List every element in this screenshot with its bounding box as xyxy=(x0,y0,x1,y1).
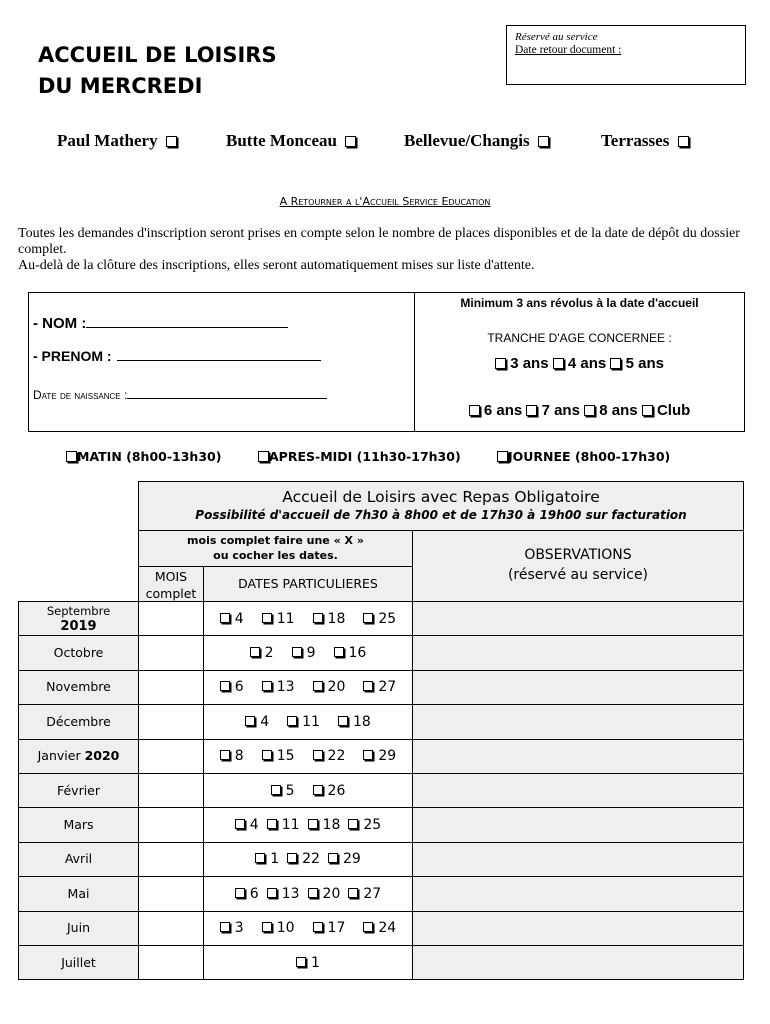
observations-cell xyxy=(412,773,744,808)
checkbox-icon[interactable] xyxy=(313,922,323,932)
date-label: 18 xyxy=(327,610,346,627)
date-option[interactable] xyxy=(262,748,295,764)
date-label: 11 xyxy=(281,817,300,834)
date-label: 4 xyxy=(260,713,270,730)
age-options-row-1 xyxy=(415,355,744,372)
checkbox-icon[interactable] xyxy=(363,922,373,932)
date-option[interactable] xyxy=(235,886,259,902)
checkbox-icon[interactable] xyxy=(255,853,265,863)
date-label: 16 xyxy=(348,645,367,662)
mois-complet-cell[interactable] xyxy=(138,842,204,877)
center-label: Bellevue/Changis xyxy=(404,131,530,150)
nom-field[interactable] xyxy=(33,315,288,332)
month-name: Mars xyxy=(63,817,94,833)
checkbox-icon[interactable] xyxy=(610,358,621,369)
reserved-title: Réservé au service xyxy=(515,31,598,43)
title-line-1: ACCUEIL DE LOISIRS xyxy=(38,43,277,67)
observations-header xyxy=(412,530,744,602)
checkbox-icon[interactable] xyxy=(469,405,480,416)
checkbox-icon[interactable] xyxy=(526,405,537,416)
month-label-cell xyxy=(18,945,139,980)
center-label: Paul Mathery xyxy=(57,131,158,150)
dates-cell xyxy=(203,635,413,670)
checkbox-icon[interactable] xyxy=(345,136,356,147)
date-option[interactable] xyxy=(308,817,341,833)
month-label-cell xyxy=(18,911,139,946)
month-label-cell xyxy=(18,876,139,911)
mois-complet-cell[interactable] xyxy=(138,807,204,842)
date-label: 8 xyxy=(234,748,244,765)
center-option-paul-mathery[interactable] xyxy=(57,131,177,151)
date-option[interactable] xyxy=(363,920,396,936)
checkbox-icon[interactable] xyxy=(287,853,297,863)
dob-line[interactable] xyxy=(127,398,327,399)
instruction-cell xyxy=(138,530,413,567)
dob-label: Date de naissance : xyxy=(33,388,128,402)
checkbox-icon[interactable] xyxy=(363,750,373,760)
date-label: 24 xyxy=(378,920,397,937)
date-option[interactable] xyxy=(255,851,279,867)
date-option[interactable] xyxy=(313,748,346,764)
age-option-5[interactable]: 5 ans xyxy=(610,355,664,372)
date-option[interactable] xyxy=(292,645,316,661)
mois-complet-cell[interactable] xyxy=(138,635,204,670)
center-label: Terrasses xyxy=(601,131,670,150)
checkbox-icon[interactable] xyxy=(262,750,272,760)
date-option[interactable] xyxy=(338,714,371,730)
date-option[interactable] xyxy=(262,611,295,627)
schedule-subtitle: Possibilité d'accueil de 7h30 à 8h00 et de 17h30 à 19h00 sur facturation xyxy=(195,508,687,522)
checkbox-icon[interactable] xyxy=(287,716,297,726)
checkbox-icon[interactable] xyxy=(166,136,177,147)
date-label: 4 xyxy=(234,610,244,627)
month-label-cell xyxy=(18,773,139,808)
date-option[interactable] xyxy=(220,679,244,695)
date-option[interactable] xyxy=(250,645,274,661)
observations-label: OBSERVATIONS xyxy=(524,547,632,563)
slot-option-journee[interactable]: JOURNEE (8h00-17h30) xyxy=(497,449,670,464)
mois-complet-cell[interactable] xyxy=(138,911,204,946)
checkbox-icon[interactable] xyxy=(296,957,306,967)
date-option[interactable] xyxy=(267,817,300,833)
checkbox-icon[interactable] xyxy=(66,451,77,462)
date-option[interactable] xyxy=(348,817,381,833)
checkbox-icon[interactable] xyxy=(495,358,506,369)
dob-field[interactable] xyxy=(33,388,327,402)
date-option[interactable] xyxy=(235,817,259,833)
prenom-line[interactable] xyxy=(117,360,321,361)
date-label: 27 xyxy=(363,885,382,902)
dates-cell xyxy=(203,670,413,705)
age-option-6[interactable]: 6 ans xyxy=(469,402,523,419)
minimum-age-note: Minimum 3 ans révolus à la date d'accueil xyxy=(460,296,699,310)
date-option[interactable] xyxy=(262,920,295,936)
date-label: 18 xyxy=(352,713,371,730)
date-option[interactable] xyxy=(363,611,396,627)
checkbox-icon[interactable] xyxy=(363,681,373,691)
checkbox-icon[interactable] xyxy=(220,922,230,932)
observations-cell xyxy=(412,739,744,774)
dates-header: DATES PARTICULIERES xyxy=(203,566,413,602)
dates-cell xyxy=(203,773,413,808)
date-label: 18 xyxy=(322,817,341,834)
observations-cell xyxy=(412,601,744,636)
date-label: 5 xyxy=(285,782,295,799)
observations-cell xyxy=(412,704,744,739)
month-name: Mai xyxy=(67,885,90,901)
checkbox-icon[interactable] xyxy=(553,358,564,369)
instruction-line-1: mois complet faire une « X » xyxy=(187,534,364,547)
checkbox-icon[interactable] xyxy=(220,750,230,760)
prenom-field[interactable] xyxy=(33,348,321,364)
dates-cell xyxy=(203,739,413,774)
observations-cell xyxy=(412,911,744,946)
identity-box xyxy=(28,292,745,432)
date-option[interactable] xyxy=(363,679,396,695)
date-option[interactable] xyxy=(267,886,300,902)
identity-fields xyxy=(29,293,415,431)
date-option[interactable] xyxy=(328,851,361,867)
center-option-terrasses[interactable] xyxy=(601,131,689,151)
intro-paragraph-1: Toutes les demandes d'inscription seront prises en compte selon le nombre de places disponibles et de la date de dépôt du dossier complet. xyxy=(18,226,740,257)
mois-complet-cell[interactable] xyxy=(138,773,204,808)
checkbox-icon[interactable] xyxy=(235,819,245,829)
checkbox-icon[interactable] xyxy=(497,451,508,462)
age-option-3[interactable]: 3 ans xyxy=(495,355,549,372)
checkbox-icon[interactable] xyxy=(262,681,272,691)
mois-label: MOIS xyxy=(154,569,188,584)
month-name: Avril xyxy=(64,851,93,867)
checkbox-icon[interactable] xyxy=(678,136,689,147)
schedule-header xyxy=(138,481,744,531)
checkbox-icon[interactable] xyxy=(267,888,277,898)
checkbox-icon[interactable] xyxy=(642,405,653,416)
dates-cell xyxy=(203,876,413,911)
date-label: 3 xyxy=(234,920,244,937)
mois-complet-cell[interactable] xyxy=(138,876,204,911)
checkbox-icon[interactable] xyxy=(348,819,358,829)
date-label: 20 xyxy=(322,885,341,902)
checkbox-icon[interactable] xyxy=(584,405,595,416)
prenom-label: - PRENOM : xyxy=(33,348,112,364)
date-label: 29 xyxy=(342,851,361,868)
checkbox-icon[interactable] xyxy=(308,819,318,829)
date-label: 1 xyxy=(311,954,320,971)
date-label: 25 xyxy=(378,610,397,627)
date-option[interactable] xyxy=(245,714,269,730)
dates-cell xyxy=(203,807,413,842)
month-name: Octobre xyxy=(53,645,104,661)
date-label: 11 xyxy=(276,610,295,627)
mois-complet-cell[interactable] xyxy=(138,739,204,774)
month-label-cell xyxy=(18,739,139,774)
age-option-8[interactable]: 8 ans xyxy=(584,402,638,419)
mois-complet-header xyxy=(138,566,204,602)
date-label: 10 xyxy=(276,920,295,937)
month-name: Février xyxy=(56,782,101,798)
date-option[interactable] xyxy=(313,679,346,695)
checkbox-icon[interactable] xyxy=(235,888,245,898)
date-label: 25 xyxy=(363,817,382,834)
date-option[interactable] xyxy=(308,886,341,902)
date-label: 22 xyxy=(327,748,346,765)
date-label: 22 xyxy=(302,851,320,868)
title-line-2: DU MERCREDI xyxy=(38,74,203,98)
complet-label: complet xyxy=(145,586,197,601)
month-label-cell xyxy=(18,704,139,739)
checkbox-icon[interactable] xyxy=(267,819,277,829)
age-option-club[interactable]: Club xyxy=(642,402,691,419)
intro-text xyxy=(18,226,758,274)
month-name: Janvier xyxy=(37,748,81,764)
date-option[interactable] xyxy=(313,783,346,799)
date-label: 29 xyxy=(378,748,397,765)
date-option[interactable] xyxy=(262,679,295,695)
month-name: Novembre xyxy=(46,679,111,695)
observations-cell xyxy=(412,635,744,670)
date-label: 11 xyxy=(302,713,320,730)
checkbox-icon[interactable] xyxy=(313,750,323,760)
date-option[interactable] xyxy=(334,645,367,661)
checkbox-icon[interactable] xyxy=(250,647,260,657)
age-options-row-2 xyxy=(415,402,744,419)
date-label: 20 xyxy=(327,679,346,696)
return-notice: A Retourner a l'Accueil Service Education xyxy=(279,195,491,208)
date-label: 4 xyxy=(249,817,259,834)
age-range-label: TRANCHE D'AGE CONCERNEE : xyxy=(487,331,672,345)
nom-label: - NOM : xyxy=(33,315,87,332)
date-label: 2 xyxy=(264,645,274,662)
observations-cell xyxy=(412,807,744,842)
date-option[interactable] xyxy=(220,920,244,936)
dates-cell xyxy=(203,842,413,877)
return-date-label: Date retour document : xyxy=(515,44,622,56)
reserved-box xyxy=(506,25,746,85)
mois-complet-cell[interactable] xyxy=(138,945,204,980)
month-label-cell xyxy=(18,807,139,842)
center-option-butte-monceau[interactable] xyxy=(226,131,356,151)
intro-paragraph-2: Au-delà de la clôture des inscriptions, elles seront automatiquement mises sur liste d'attente. xyxy=(18,258,535,273)
dates-cell xyxy=(203,911,413,946)
checkbox-icon[interactable] xyxy=(538,136,549,147)
checkbox-icon[interactable] xyxy=(220,613,230,623)
observations-cell xyxy=(412,670,744,705)
month-label-cell xyxy=(18,842,139,877)
checkbox-icon[interactable] xyxy=(271,785,281,795)
observations-cell xyxy=(412,842,744,877)
date-label: 9 xyxy=(306,645,316,662)
date-label: 27 xyxy=(378,679,397,696)
month-name: Juin xyxy=(66,920,90,936)
date-label: 13 xyxy=(281,885,300,902)
observations-note: (réservé au service) xyxy=(507,567,649,583)
page-title xyxy=(38,40,277,102)
date-option[interactable] xyxy=(363,748,396,764)
month-name: Décembre xyxy=(46,713,111,729)
observations-cell xyxy=(412,945,744,980)
checkbox-icon[interactable] xyxy=(292,647,302,657)
checkbox-icon[interactable] xyxy=(245,716,255,726)
date-option[interactable] xyxy=(313,920,346,936)
month-label-cell xyxy=(18,670,139,705)
slot-option-matin[interactable]: MATIN (8h00-13h30) xyxy=(66,449,221,464)
month-name: Juillet xyxy=(61,954,96,970)
date-option[interactable] xyxy=(296,955,320,971)
date-label: 15 xyxy=(276,748,295,765)
date-label: 6 xyxy=(249,885,259,902)
checkbox-icon[interactable] xyxy=(313,613,323,623)
observations-cell xyxy=(412,876,744,911)
dates-cell xyxy=(203,945,413,980)
date-option[interactable] xyxy=(287,714,320,730)
checkbox-icon[interactable] xyxy=(262,613,272,623)
checkbox-icon[interactable] xyxy=(313,681,323,691)
dates-cell xyxy=(203,704,413,739)
month-label-cell xyxy=(18,601,139,636)
checkbox-icon[interactable] xyxy=(308,888,318,898)
checkbox-icon[interactable] xyxy=(262,922,272,932)
checkbox-icon[interactable] xyxy=(348,888,358,898)
date-option[interactable] xyxy=(220,748,244,764)
checkbox-icon[interactable] xyxy=(363,613,373,623)
checkbox-icon[interactable] xyxy=(258,451,269,462)
date-label: 1 xyxy=(270,851,280,868)
month-name: Septembre xyxy=(46,603,111,618)
mois-complet-cell[interactable] xyxy=(138,704,204,739)
checkbox-icon[interactable] xyxy=(220,681,230,691)
month-year: 2019 xyxy=(60,618,97,634)
mois-complet-cell[interactable] xyxy=(138,601,204,636)
date-option[interactable] xyxy=(220,611,244,627)
date-option[interactable] xyxy=(313,611,346,627)
age-option-4[interactable]: 4 ans xyxy=(553,355,607,372)
checkbox-icon[interactable] xyxy=(338,716,348,726)
center-option-bellevue-changis[interactable] xyxy=(404,131,549,151)
date-option[interactable] xyxy=(348,886,381,902)
month-label-cell xyxy=(18,635,139,670)
age-range-panel xyxy=(415,293,744,431)
date-option[interactable] xyxy=(271,783,295,799)
center-label: Butte Monceau xyxy=(226,131,337,150)
date-label: 17 xyxy=(327,920,346,937)
schedule-table xyxy=(18,481,744,984)
date-label: 13 xyxy=(276,679,295,696)
date-option[interactable] xyxy=(287,851,320,867)
date-label: 6 xyxy=(234,679,244,696)
date-label: 26 xyxy=(327,782,346,799)
mois-complet-cell[interactable] xyxy=(138,670,204,705)
slot-option-apres-midi[interactable]: APRES-MIDI (11h30-17h30) xyxy=(258,449,461,464)
dates-cell xyxy=(203,601,413,636)
checkbox-icon[interactable] xyxy=(334,647,344,657)
age-option-7[interactable]: 7 ans xyxy=(526,402,580,419)
instruction-line-2: ou cocher les dates. xyxy=(213,549,338,562)
schedule-title: Accueil de Loisirs avec Repas Obligatoire xyxy=(282,488,600,506)
checkbox-icon[interactable] xyxy=(328,853,338,863)
month-year: 2020 xyxy=(84,748,120,764)
checkbox-icon[interactable] xyxy=(313,785,323,795)
nom-line[interactable] xyxy=(86,327,288,328)
